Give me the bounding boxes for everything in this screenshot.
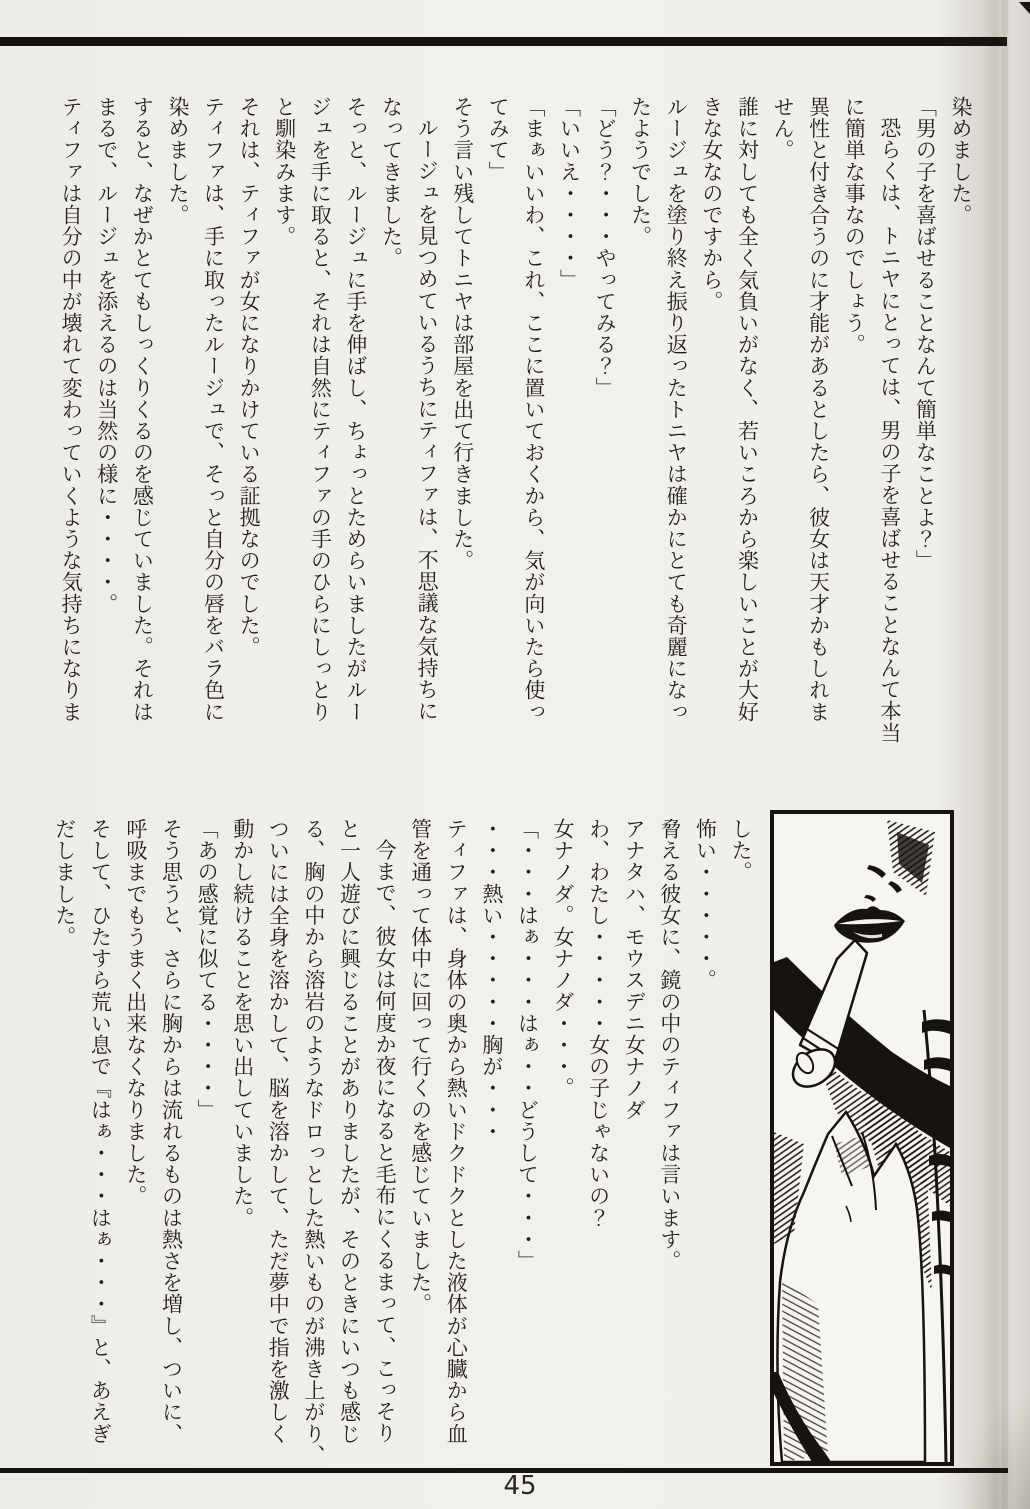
text-column: わ、わたし・・・・・女の子じゃないの？ [586,818,611,1229]
text-column: に簡単な事なのでしょう。 [842,96,867,356]
text-column: 「・・・はぁ・・・はぁ・・どうして・・・」 [515,818,540,1272]
text-column: すると、なぜかとてもしっくりくるのを感じていました。それは [130,96,155,723]
page-number: 45 [503,1471,537,1501]
text-column: 怖い・・・・・。 [693,818,718,991]
text-column: 染めました。 [949,96,973,226]
text-column: そう思うと、さらに胸からは流れるものは熱さを増し、ついに、 [159,818,184,1445]
text-column: ・・・熱い・・・・・胸が・・・ [479,818,504,1142]
text-column: そっと、ルージュに手を伸ばし、ちょっとためらいましたがルー [343,96,368,723]
text-column: 「男の子を喜ばせることなんて簡単なことよ？」 [913,96,938,572]
manga-illustration-panel [770,810,954,1466]
text-column: と一人遊びに興じることがありましたが、そのときにいつも感じ [337,818,362,1445]
text-column: きな女なのですから。 [699,96,724,312]
text-column: 「いいえ・・・・」 [557,96,582,291]
text-column: ティファは、手に取ったルージュで、そっと自分の唇をバラ色に [201,96,226,723]
text-column: 異性と付き合うのに才能があるとしたら、彼女は天才かもしれま [806,96,831,723]
text-column: ルージュを見つめているうちにティファは、不思議な気持ちに [415,117,440,722]
text-column: 呼吸までもうまく出来なくなりました。 [123,818,148,1207]
text-column: まるで、ルージュを添えるのは当然の様に・・・・。 [94,96,119,615]
page-corner-mark [1019,2,1030,26]
text-column: だしました。 [52,818,77,948]
text-column: そう言い残してトニヤは部屋を出て行きました。 [450,96,475,572]
text-column: ティファは、身体の奥から熱いドクドクとした液体が心臓から血 [444,818,469,1445]
text-column: 染めました。 [165,96,190,226]
text-column: ルージュを塗り終え振り返ったトニヤは確かにとても奇麗になっ [664,96,689,723]
text-column: ついには全身を溶かして、脳を溶かして、ただ夢中で指を激しく [266,818,291,1445]
text-column: そして、ひたすら荒い息で『はぁ・・・はぁ・・・』と、あえぎ [88,818,113,1445]
text-column: せん。 [771,96,796,161]
text-column: と馴染みます。 [272,96,297,248]
text-column: 脅える彼女に、鏡の中のティファは言います。 [657,818,682,1272]
text-column: ティファは自分の中が壊れて変わっていくような気持ちになりま [59,96,84,723]
text-column: 「あの感覚に似てる・・・・」 [195,818,220,1121]
text-column: アナタハ、モウスデニ女ナノダ [622,818,647,1121]
page-edge-shadow [1002,0,1008,1509]
lips-lipstick-illustration [774,814,950,1462]
text-column: 「まぁいいわ、これ、ここに置いておくから、気が向いたら使っ [521,96,546,723]
text-column: 動かし続けることを思い出していました。 [230,818,255,1229]
text-block-lower [46,818,758,1483]
text-column: なってきました。 [379,96,404,269]
text-column: 今まで、彼女は何度か夜になると毛布にくるまって、こっそり [373,839,398,1444]
text-column: 女ナノダ。女ナノダ・・・。 [551,818,576,1099]
text-column: 恐らくは、トニヤにとっては、男の子を喜ばせることなんて本当 [877,117,902,744]
text-column: たようでした。 [628,96,653,248]
top-rule-bar [0,37,1007,46]
text-column: 誰に対しても全く気負いがなく、若いころから楽しいことが大好 [735,96,760,723]
page-corner-shadow [960,1389,1030,1509]
text-column: 管を通って体中に回って行くのを感じていました。 [408,818,433,1315]
text-column: てみて」 [486,96,511,183]
text-column: それは、ティファが女になりかけている証拠なのでした。 [237,96,262,658]
text-column: る、胸の中から溶岩のようなドロっとした熱いものが沸き上がり、 [301,818,326,1466]
text-column: した。 [729,818,753,883]
text-column: ジュを手に取ると、それは自然にティファの手のひらにしっとり [308,96,333,723]
text-column: 「どう？・・・やってみる？」 [593,96,618,399]
text-block-upper [52,96,978,791]
